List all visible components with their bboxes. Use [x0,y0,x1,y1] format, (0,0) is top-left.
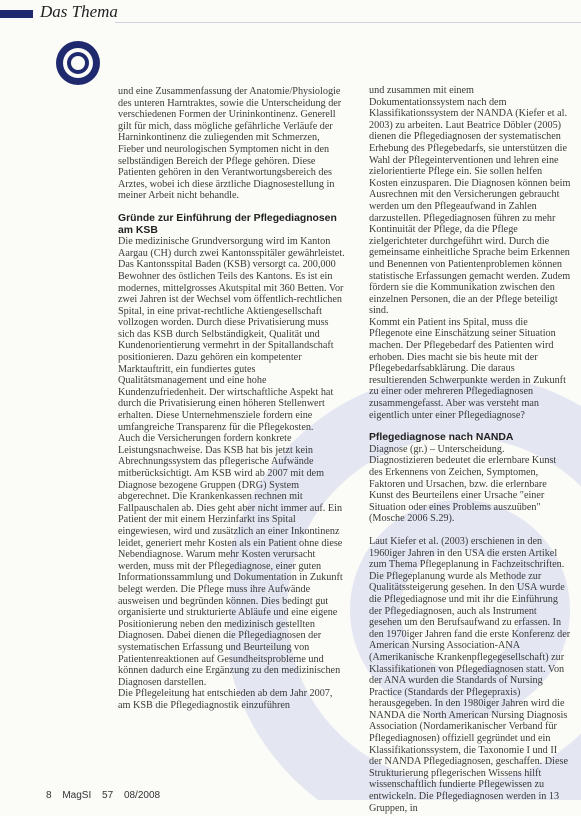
right-column [369,85,571,814]
paragraph: Diagnose (gr.) – Unterscheidung. Diagnostizieren bedeutet die erlernbare Kunst des Erkennens von Zeichen, Symptomen, Faktoren und Ursachen, bzw. die erlernbare Kunst des Beurteilens einer Ursache "einer Situation oder eines Problems auszuüben" (Mosche 2006 S.29). [369,443,557,525]
section-heading-nanda: Pflegediagnose nach NANDA [369,432,514,444]
paragraph: Die medizinische Grundversorgung wird im Kanton Aargau (CH) durch zwei Kantonsspitäler gewährleistet. Das Kantonsspital Baden (KSB) versorgt ca. 200,000 Bewohner des östlichen Teils des Kantons. Es ist ein modernes, mittelgrosses Akutspital mit 360 Betten. Vor zwei Jahren ist der Wechsel vom öffentlich-rechtlichen Spital, in eine privat-rechtliche Aktiengesellschaft vollzogen worden. Durch diese Privatisierung muss sich das KSB durch Selbständigkeit, Qualität und Kundenorientierung vermehrt in der Spitallandschaft positionieren. Dazu gehören ein kompetenter Marktauftritt, ein fundiertes gutes Qualitätsmanagement und eine hohe Kundenzufriedenheit. Der wirtschaftliche Aspekt hat durch die Privatisierung einen höheren Stellenwert erhalten. Diese Unternehmensziele fordern eine umfangreiche Transparenz für die Pflegekosten. [118,236,345,433]
paragraph: Auch die Versicherungen fordern konkrete Leistungsnachweise. Das KSB hat bis jetzt kein Abrechnungssystem das pflegerische Aufwände mitberücksichtigt. Am KSB wird ab 2007 mit dem Diagnose bezogene Gruppen (DRG) System abgerechnet. Die Krankenkassen rechnen mit Fallpauschalen ab. Dies geht aber nicht immer auf. Ein Patient der mit einem Herzinfarkt ins Spital eingewiesen, wird und zusätzlich an einer Inkontinenz leidet, generiert mehr Kosten als ein Patient ohne diese Nebendiagnose. Warum mehr Kosten verursacht werden, muss mit der Pflegediagnose, einer guten Informationssammlung und Dokumentation in Zukunft belegt werden. Die Pflege muss ihre Aufwände ausweisen und begründen können. Dies bedingt gut organisierte und strukturierte Abläufe und eine eigene Positionierung neben den medizinisch gestellten Diagnosen. Dabei dienen die Pflegediagnosen der systematischen Erfassung und Beurteilung von Patientenreaktionen auf Gesundheitsprobleme und können dadurch eine Ergänzung zu den medizinischen Diagnosen darstellen. [118,433,343,688]
left-column [118,86,346,711]
section-heading-reasons: Gründe zur Einführung der Pflegediagnosen am KSB [118,212,337,236]
header-rule [115,22,581,23]
page-footer [46,790,168,801]
issue-number: 57 [102,790,114,801]
header-color-bar [0,10,33,18]
paragraph: und zusammen mit einem Dokumentationssystem nach dem Klassifikationssystem der NANDA (Kiefer et al. 2003) zu arbeiten. Laut Beatrice Döbler (2005) dienen die Pflegediagnosen der systematischen Erhebung des Pflegebedarfs, sie unterstützen die Wahl der Pflegeinterventionen und lehren eine zielorientierte Pflege ein. Sie sollen helfen Kosten einzusparen. Die Diagnosen können beim Ausrechnen mit den Versicherungen gebraucht werden um den Pflegeaufwand in Zahlen darzustellen. Pflegediagnosen führen zu mehr Kontinuität der Pflege, da die Pflege zielgerichteter durchgeführt wird. Durch die gemeinsame einheitliche Sprache beim Erkennen und Benennen von Patientenproblemen können statistische Erfassungen gemacht werden. Zudem fördern sie die Kommunikation zwischen den einzelnen Personen, die an der Pflege beteiligt sind. [369,85,571,317]
paragraph: Laut Kiefer et al. (2003) erschienen in den 1960iger Jahren in den USA die ersten Artikel zum Thema Pflegeplanung in Fachzeitschriften. Die Pflegeplanung wurde als Methode zur Qualitätssteigerung gesehen. In den USA wurde die Pflegediagnose und mit ihr die Einführung der Pflegediagnosen, auch als Instrument gesehen um den Berufsaufwand zu erfassen. In den 1970iger Jahren fand die erste Konferenz der American Nursing Association-ANA (Amerikanische Krankenpflegegesellschaft) zur Klassifikationen von Pflegediagnosen statt. Von der ANA wurden die Standards of Nursing Practice (Standards der Pflegepraxis) herausgegeben. In den 1980iger Jahren wird die NANDA die North American Nursing Diagnosis Association (Nordamerikanischer Verband für Pflegediagnosen) offiziell gegründet und ein Klassifikationssystem, die Taxonomie I und II der NANDA Pflegediagnosen, geschaffen. Diese Strukturierung pflegerischen Wissens hilft wissenschaftlich fundierte Pflegewissen zu entwickeln. Die Pflegediagnosen werden in 13 Gruppen, in [369,535,571,814]
paragraph: Die Pflegeleitung hat entschieden ab dem Jahr 2007, am KSB die Pflegediagnostik einzuführen [118,688,333,711]
intro-paragraph: und eine Zusammenfassung der Anatomie/Physiologie des unteren Harntraktes, sowie die Unterscheidung der verschiedenen Formen der Urininkontinenz. Generell gilt für mich, dass mögliche gefährliche Verläufe der Harninkontinenz die zuliegenden mit Schmerzen, Fieber und neurologischen Symptomen nicht in den selbständigen Bereich der Pflege gehören. Diese Patienten gehören in den Verantwortungsbereich des Arztes, wobei ich diese ärztliche Diagnosestellung in meiner Arbeit nicht behandle. [118,86,342,202]
paragraph: Kommt ein Patient ins Spital, muss die Pflegenote eine Einschätzung seiner Situation machen. Der Pflegebedarf des Patienten wird erhoben. Dies macht sie bis heute mit der Pflegebedarfsabklärung. Die daraus resultierenden Schwerpunkte werden in Zukunft zu einer oder mehreren Pflegediagnosen zusammengefasst. Aber was versteht man eigentlich unter einer Pflegediagnose? [369,316,566,421]
section-title: Das Thema [40,2,118,21]
page-number: 8 [46,790,52,801]
issue-date: 08/2008 [123,790,161,801]
magazine-logo-icon [55,40,101,86]
magazine-name: MagSI [62,790,92,801]
